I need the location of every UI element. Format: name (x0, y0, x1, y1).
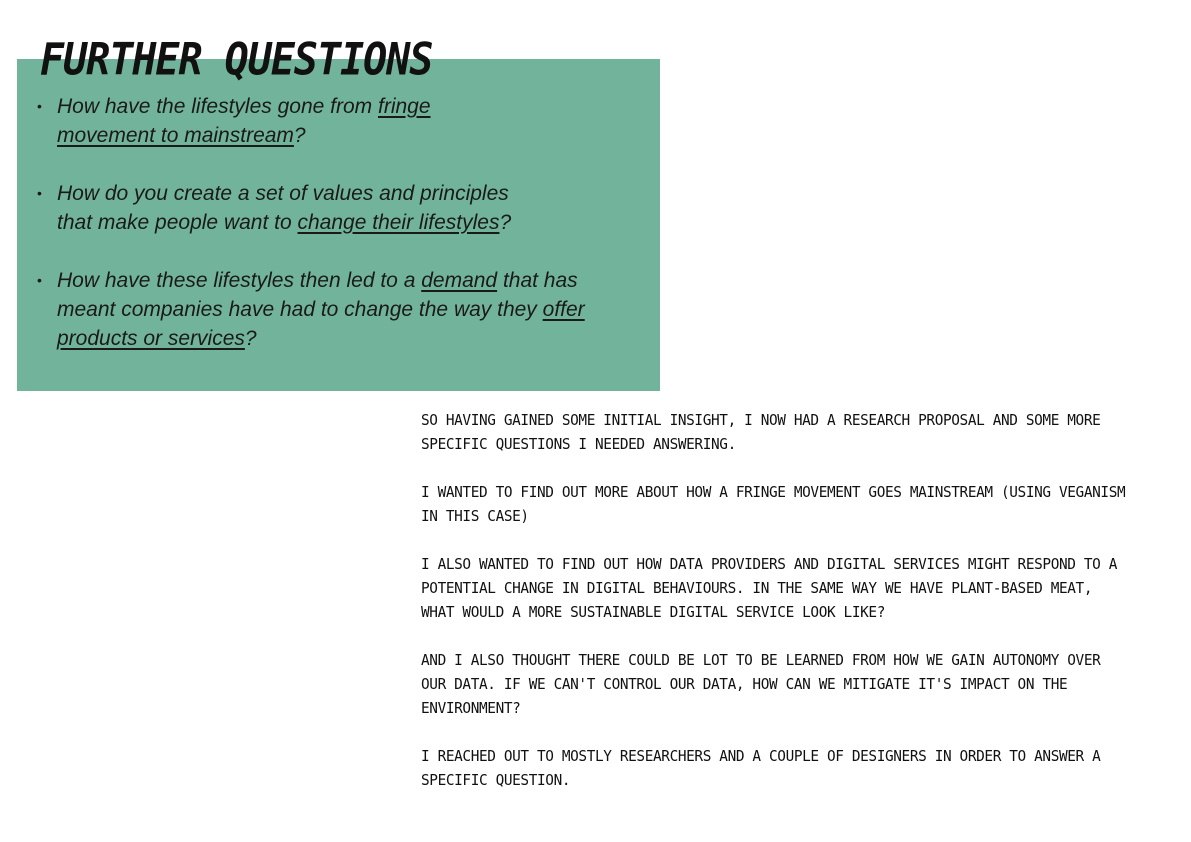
body-text (421, 408, 1131, 816)
bullet-icon: • (37, 272, 42, 288)
bullet-icon: • (37, 98, 42, 114)
question-text: How do you create a set of values and principles that make people want to (57, 182, 509, 234)
question-item (36, 92, 527, 150)
question-end: ? (293, 124, 306, 147)
question-highlight: change their lifestyles (297, 211, 500, 234)
question-text: How have these lifestyles then led to a (57, 269, 422, 292)
question-end: ? (244, 327, 257, 350)
paragraph: I REACHED OUT TO MOSTLY RESEARCHERS AND A COUPLE OF DESIGNERS IN ORDER TO ANSWER A SPECIFIC QUESTION. (421, 747, 1101, 789)
questions-list (36, 92, 596, 382)
question-text-middle: that has meant companies have had to change the way they (57, 269, 578, 321)
bullet-icon: • (37, 185, 42, 201)
paragraph: SO HAVING GAINED SOME INITIAL INSIGHT, I NOW HAD A RESEARCH PROPOSAL AND SOME MORE SPECIFIC QUESTIONS I NEEDED ANSWERING. (421, 411, 1101, 453)
question-text: How have the lifestyles gone from (57, 95, 378, 118)
question-highlight: demand (421, 269, 498, 292)
paragraph: I ALSO WANTED TO FIND OUT HOW DATA PROVIDERS AND DIGITAL SERVICES MIGHT RESPOND TO A POTENTIAL CHANGE IN DIGITAL BEHAVIOURS. IN THE SAME WAY WE HAVE PLANT-BASED MEAT, WHAT WOULD A MORE SUSTAINABLE DIGITAL SERVICE LOOK LIKE? (421, 555, 1117, 621)
question-item (36, 179, 547, 237)
question-highlight: fringe movement to mainstream (57, 95, 431, 147)
question-highlight: offer products or services (57, 298, 585, 350)
page-title: FURTHER QUESTIONS (40, 34, 433, 86)
paragraph: AND I ALSO THOUGHT THERE COULD BE LOT TO BE LEARNED FROM HOW WE GAIN AUTONOMY OVER OUR DATA. IF WE CAN'T CONTROL OUR DATA, HOW CAN WE MITIGATE IT'S IMPACT ON THE ENVIRONMENT? (421, 651, 1101, 717)
paragraph: I WANTED TO FIND OUT MORE ABOUT HOW A FRINGE MOVEMENT GOES MAINSTREAM (USING VEGANISM IN THIS CASE) (421, 483, 1126, 525)
question-end: ? (499, 211, 512, 234)
question-item (36, 266, 587, 353)
